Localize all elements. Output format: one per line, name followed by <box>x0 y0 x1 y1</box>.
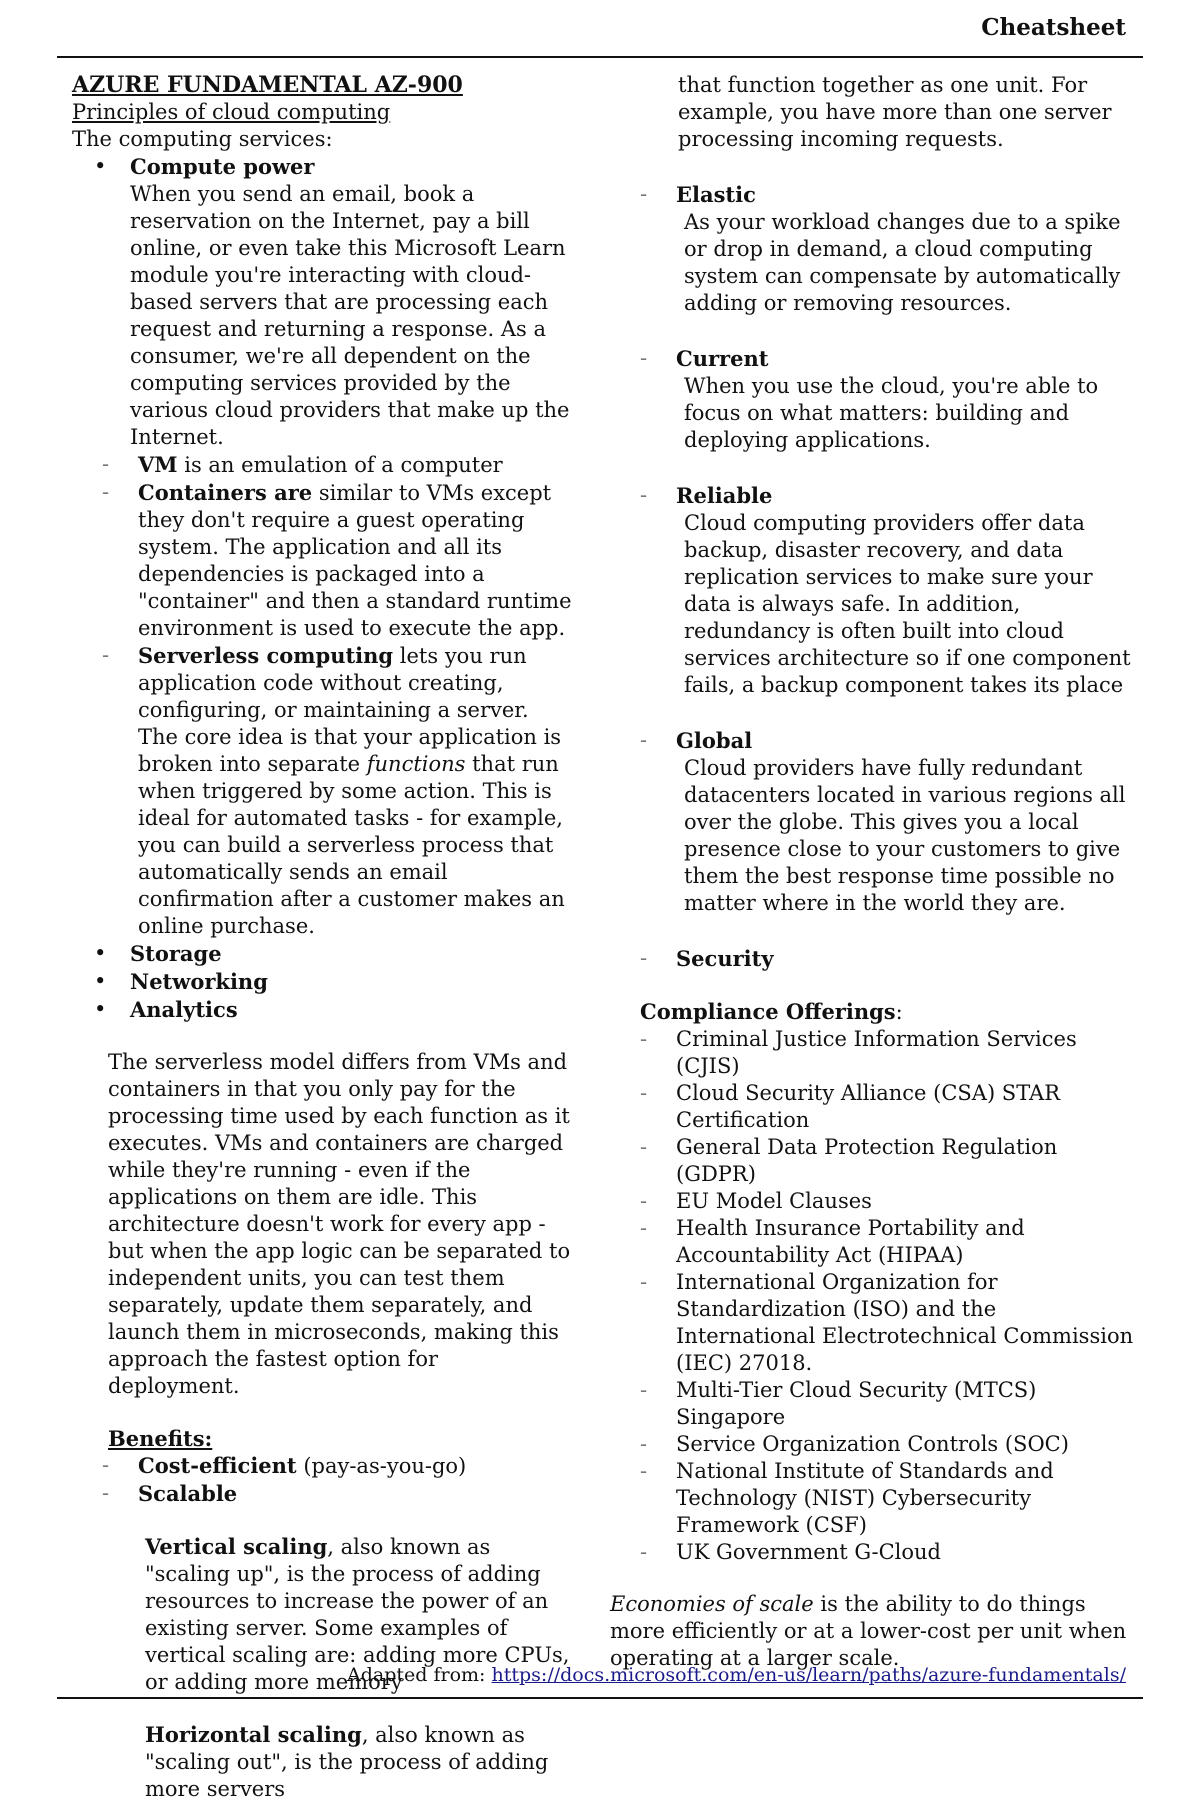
compliance-item <box>640 1431 1140 1458</box>
footer-source <box>347 1662 1126 1689</box>
page-header-title: Cheatsheet <box>981 14 1126 41</box>
intro-text: The computing services: <box>72 127 333 151</box>
bullet-compute <box>72 153 572 181</box>
compliance-item-text: Service Organization Controls (SOC) <box>676 1432 1069 1456</box>
scalable-label: Scalable <box>138 1481 238 1506</box>
serverless-model-paragraph: The serverless model differs from VMs and containers in that you only pay for the processing time used by each function as it executes. VMs and containers are charged while they're running - even if the applications on them are idle. This architecture doesn't work for every app - but when the app logic can be separated to independent units, you can test them separately, update them separately, and launch them in microseconds, making this approach the fastest option for deployment. <box>108 1050 571 1398</box>
compliance-heading <box>640 998 1140 1026</box>
compute-description: When you send an email, book a reservation on the Internet, pay a bill online, or even take this Microsoft Learn module you're interacting with cloud-based servers that are processing each request and returning a response. As a consumer, we're all dependent on the computing services provided by the various cloud providers that make up the Internet. <box>130 182 570 449</box>
left-column <box>72 72 572 1803</box>
bullet-analytics <box>72 996 572 1024</box>
cost-suffix: (pay-as-you-go) <box>296 1454 467 1478</box>
vm-label: VM <box>138 452 178 477</box>
reliable-text: Cloud computing providers offer data backup, disaster recovery, and data replication services to make sure your data is always safe. In addition, redundancy is often built into cloud services architecture so if one component fails, a backup component takes its place <box>684 511 1131 697</box>
benefit-reliable <box>640 482 1140 510</box>
footer-divider <box>57 1697 1143 1699</box>
serverless-text-2: that run when triggered by some action. This is ideal for automated tasks - for example, you can build a serverless process that automatically sends an email confirmation after a customer makes an online purchase. <box>138 752 565 938</box>
bullet-storage <box>72 940 572 968</box>
economies-term: Economies of scale <box>610 1592 814 1616</box>
networking-label: Networking <box>130 969 268 994</box>
bullet-icon: • <box>94 154 107 178</box>
dash-icon: - <box>102 1453 110 1477</box>
continuation-text: that function together as one unit. For example, you have more than one server processing incoming requests. <box>678 73 1112 151</box>
dash-icon: - <box>102 643 110 667</box>
compliance-item-text: UK Government G-Cloud <box>676 1540 941 1564</box>
compliance-item-text: Health Insurance Portability and Accountability Act (HIPAA) <box>676 1216 1025 1267</box>
compliance-title: Compliance Offerings <box>640 999 896 1024</box>
document-title: AZURE FUNDAMENTAL AZ-900 <box>72 72 463 98</box>
global-title: Global <box>676 728 753 753</box>
dash-icon: - <box>640 1027 648 1051</box>
dash-serverless <box>72 642 572 940</box>
benefit-scalable <box>72 1480 572 1508</box>
dash-icon: - <box>640 1189 648 1213</box>
section-title: Principles of cloud computing <box>72 100 391 124</box>
bullet-icon: • <box>94 969 107 993</box>
dash-icon: - <box>640 1540 648 1564</box>
dash-icon: - <box>640 1216 648 1240</box>
economies-text: is the ability to do things more efficiently or at a lower-cost per unit when operating at a larger scale. <box>610 1592 1127 1670</box>
benefit-elastic <box>640 181 1140 209</box>
dash-icon: - <box>102 480 110 504</box>
benefit-security <box>640 945 1140 973</box>
compliance-item <box>640 1458 1140 1539</box>
dash-icon: - <box>102 452 110 476</box>
compliance-item <box>640 1188 1140 1215</box>
compliance-item-text: Criminal Justice Information Services (CJIS) <box>676 1027 1077 1078</box>
dash-icon: - <box>640 1081 648 1105</box>
benefit-cost <box>72 1452 572 1480</box>
right-column <box>610 72 1140 1672</box>
horizontal-scaling-label: Horizontal scaling <box>145 1722 362 1747</box>
bullet-icon: • <box>94 941 107 965</box>
compliance-item-text: General Data Protection Regulation (GDPR) <box>676 1135 1058 1186</box>
compliance-item <box>640 1269 1140 1377</box>
bullet-networking <box>72 968 572 996</box>
compliance-colon: : <box>895 1000 903 1024</box>
serverless-text-1: lets you run application code without creating, configuring, or maintaining a server. The core idea is that your application is broken into separate <box>138 644 562 776</box>
dash-icon: - <box>640 1432 648 1456</box>
vm-text: is an emulation of a computer <box>177 453 503 477</box>
compliance-item <box>640 1215 1140 1269</box>
global-text: Cloud providers have fully redundant datacenters located in various regions all over the globe. This gives you a local presence close to your customers to give them the best response time possible no matter where in the world they are. <box>684 756 1126 915</box>
dash-icon: - <box>640 1135 648 1159</box>
vertical-scaling-text: , also known as "scaling up", is the process of adding resources to increase the power of an existing server. Some examples of vertical scaling are: adding more CPUs, or adding more memory <box>145 1535 570 1694</box>
security-title: Security <box>676 946 774 971</box>
compliance-item-text: Cloud Security Alliance (CSA) STAR Certification <box>676 1081 1061 1132</box>
compliance-item-text: National Institute of Standards and Technology (NIST) Cybersecurity Framework (CSF) <box>676 1459 1054 1537</box>
compliance-item <box>640 1377 1140 1431</box>
compliance-item <box>640 1080 1140 1134</box>
dash-icon: - <box>640 946 648 970</box>
horizontal-scaling-paragraph <box>72 1721 572 1803</box>
serverless-functions: functions <box>366 752 466 776</box>
compliance-item-text: International Organization for Standardization (ISO) and the International Electrotechnical Commission (IEC) 27018. <box>676 1270 1134 1375</box>
dash-icon: - <box>640 1270 648 1294</box>
dash-vm <box>72 451 572 479</box>
elastic-text: As your workload changes due to a spike or drop in demand, a cloud computing system can compensate by automatically adding or removing resources. <box>684 210 1121 315</box>
header-divider <box>57 56 1143 58</box>
dash-containers <box>72 479 572 642</box>
dash-icon: - <box>640 1459 648 1483</box>
cost-label: Cost-efficient <box>138 1453 297 1478</box>
footer-prefix: Adapted from: <box>347 1664 492 1686</box>
reliable-title: Reliable <box>676 483 773 508</box>
elastic-title: Elastic <box>676 182 756 207</box>
compute-title: Compute power <box>130 154 315 179</box>
compliance-item <box>640 1539 1140 1566</box>
dash-icon: - <box>102 1481 110 1505</box>
compliance-item <box>640 1134 1140 1188</box>
bullet-icon: • <box>94 997 107 1021</box>
containers-text: similar to VMs except they don't require a guest operating system. The application and all its dependencies is packaged into a "container" and then a standard runtime environment is used to execute the app. <box>138 481 572 640</box>
analytics-label: Analytics <box>130 997 238 1022</box>
dash-icon: - <box>640 483 648 507</box>
storage-label: Storage <box>130 941 222 966</box>
dash-icon: - <box>640 346 648 370</box>
current-title: Current <box>676 346 769 371</box>
compliance-item-text: EU Model Clauses <box>676 1189 872 1213</box>
benefit-global <box>640 727 1140 755</box>
serverless-label: Serverless computing <box>138 643 394 668</box>
benefits-title: Benefits: <box>108 1426 213 1451</box>
vertical-scaling-label: Vertical scaling <box>145 1534 328 1559</box>
containers-label: Containers are <box>138 480 313 505</box>
compliance-item-text: Multi-Tier Cloud Security (MTCS) Singapore <box>676 1378 1037 1429</box>
source-link[interactable]: https://docs.microsoft.com/en-us/learn/paths/azure-fundamentals/ <box>491 1664 1126 1686</box>
dash-icon: - <box>640 728 648 752</box>
current-text: When you use the cloud, you're able to focus on what matters: building and deploying applications. <box>684 374 1099 452</box>
horizontal-scaling-text: , also known as "scaling out", is the process of adding more servers <box>145 1723 549 1801</box>
benefit-current <box>640 345 1140 373</box>
dash-icon: - <box>640 182 648 206</box>
dash-icon: - <box>640 1378 648 1402</box>
compliance-item <box>640 1026 1140 1080</box>
economies-of-scale-paragraph <box>610 1591 1140 1672</box>
